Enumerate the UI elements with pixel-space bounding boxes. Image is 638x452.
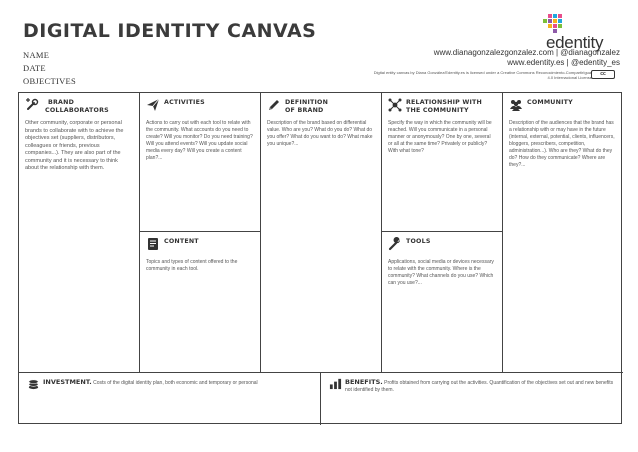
content-text: Topics and types of content offered to the community in each tool.	[146, 259, 238, 272]
definition-title-1: DEFINITION	[285, 99, 329, 106]
investment-title: INVESTMENT.	[43, 378, 92, 386]
block-investment	[19, 372, 321, 425]
tools-text: Applications, social media or devices necessary to relate with the community. Where is the community? What channels do you use? Which can you use?...	[388, 259, 494, 286]
tools-title: TOOLS	[406, 238, 431, 245]
contact-line-1[interactable]: www.dianagonzalezgonzalez.com | @dianagonzalez	[433, 48, 620, 57]
definition-title-2: OF BRAND	[285, 106, 324, 114]
relationship-title-1: RELATIONSHIP WITH	[406, 99, 483, 106]
benefits-title: BENEFITS.	[345, 378, 383, 386]
name-label: NAME	[23, 50, 50, 60]
block-benefits	[321, 372, 623, 425]
date-label: DATE	[23, 63, 46, 73]
definition-text: Description of the brand based on differential value. Who are you? What do you do? What do you offer? What do you want to do? What make you unique?...	[267, 120, 373, 147]
brand-collaborators-title-2: COLLABORATORS	[45, 106, 109, 114]
contact-line-2[interactable]: www.edentity.es | @edentity_es	[507, 58, 620, 67]
cc-license-icon[interactable]: cc	[591, 70, 615, 79]
block-tools	[382, 232, 503, 372]
activities-text: Actions to carry out with each tool to relate with the community. What accounts do you need to create? Will you monitor? Do you need training? Will you attend events? Will you update social media every day? Will you create a content plan?...	[146, 120, 253, 161]
block-brand-collaborators	[19, 93, 140, 372]
pencil-icon	[267, 98, 281, 112]
community-title: COMMUNITY	[527, 99, 573, 106]
document-icon	[146, 237, 160, 251]
license-text: Digital entity canvas by Diana González/Edentity.es is licensed under a Creative Commons Reconocimiento-CompartirIgual 4.0 Internacional License	[373, 70, 592, 80]
investment-text: Costs of the digital identity plan, both economic and temporary or personal	[91, 380, 258, 386]
chart-bars-icon	[329, 377, 342, 390]
relationship-title-2: THE COMMUNITY	[406, 106, 469, 114]
relationship-text: Specify the way in which the community will be reached. Will you communicate in a personal manner or anonymously? One by one, several or all at the same time? Privately or publicly? With what tone?	[388, 120, 492, 154]
activities-title: ACTIVITIES	[164, 99, 205, 106]
canvas-title: DIGITAL IDENTITY CANVAS	[23, 20, 317, 42]
group-icon	[509, 98, 523, 112]
logo-dots-icon	[542, 14, 562, 34]
objectives-label: OBJECTIVES	[23, 76, 77, 86]
content-title: CONTENT	[164, 238, 199, 245]
block-community	[503, 93, 623, 372]
block-relationship	[382, 93, 503, 232]
benefits-text: Profits obtained from carrying out the activities. Quantification of the objectives set out and new benefits not identified by them.	[345, 380, 614, 393]
paper-plane-icon	[146, 98, 160, 112]
network-icon	[388, 98, 402, 112]
coins-icon	[27, 377, 40, 390]
community-text: Description of the audiences that the brand has a relationship with or may have in the future (internal, external, potential, clients, influencers, bloggers, prescribers, competition, administration...). Who are they? What do they do? How do they communicate? Where are they?...	[509, 120, 615, 168]
block-content	[140, 232, 261, 372]
block-activities	[140, 93, 261, 232]
block-definition-of-brand	[261, 93, 382, 372]
brand-collaborators-title-1: BRAND	[48, 99, 75, 106]
wrench-icon	[388, 237, 402, 251]
logo-wordmark: edentity	[546, 33, 604, 52]
brand-collaborators-text: Other community, corporate or personal brands to collaborate with to achieve the objectives set (suppliers, distributors, colleagues or friends, previous companies...). They are also part of the community and it is necessary to think about the relationship with them.	[25, 120, 124, 171]
canvas-grid	[18, 92, 622, 424]
wrench-plus-icon	[25, 98, 39, 112]
